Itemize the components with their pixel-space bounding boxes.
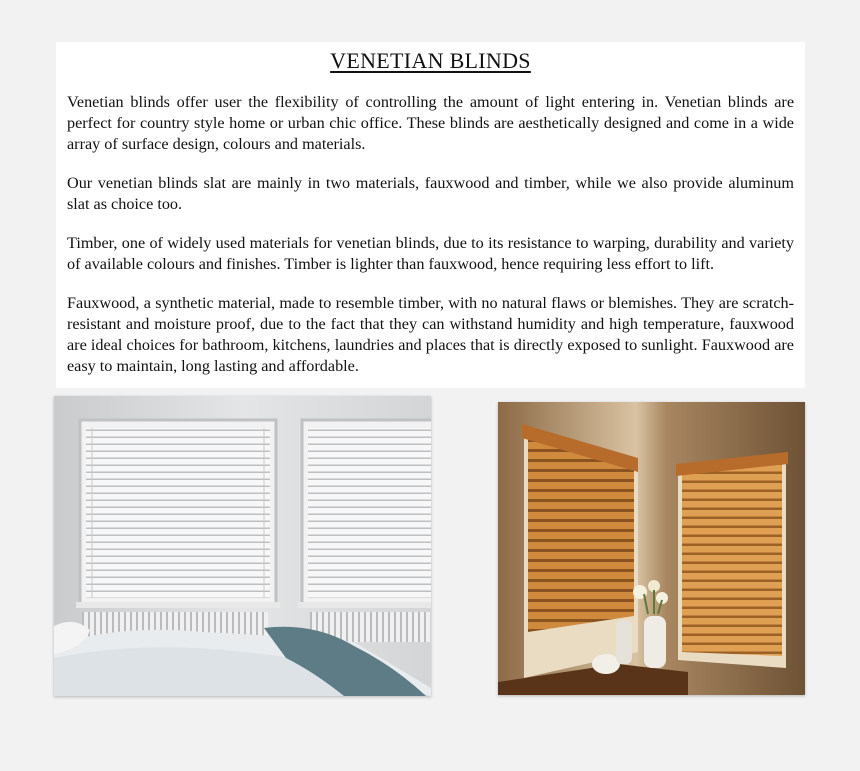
document-sheet [56,42,805,388]
paragraph-fauxwood: Fauxwood, a synthetic material, made to resemble timber, with no natural flaws or blemishes. They are scratch-resistant and moisture proof, due to the fact that they can withstand humidity and high temperature, fauxwood are ideal choices for bathroom, kitchens, laundries and places that is directly exposed to sunlight. Fauxwood are easy to maintain, long lasting and affordable. [67,294,794,375]
document-body [67,92,794,395]
timber-blinds-illustration [498,402,805,695]
timber-blinds-corner-photo [498,402,805,695]
paragraph-timber: Timber, one of widely used materials for venetian blinds, due to its resistance to warping, durability and variety of available colours and finishes. Timber is lighter than fauxwood, hence requiring less effort to lift. [67,234,794,273]
page-title: VENETIAN BLINDS [330,48,531,73]
white-blinds-bedroom-photo [54,396,431,696]
paragraph-intro: Venetian blinds offer user the flexibility of controlling the amount of light entering in. Venetian blinds are perfect for country style home or urban chic office. These blinds are aesthetically designed and come in a wide array of surface design, colours and materials. [67,93,794,153]
paragraph-materials: Our venetian blinds slat are mainly in two materials, fauxwood and timber, while we also provide aluminum slat as choice too. [67,174,794,213]
white-blinds-illustration [54,396,431,696]
